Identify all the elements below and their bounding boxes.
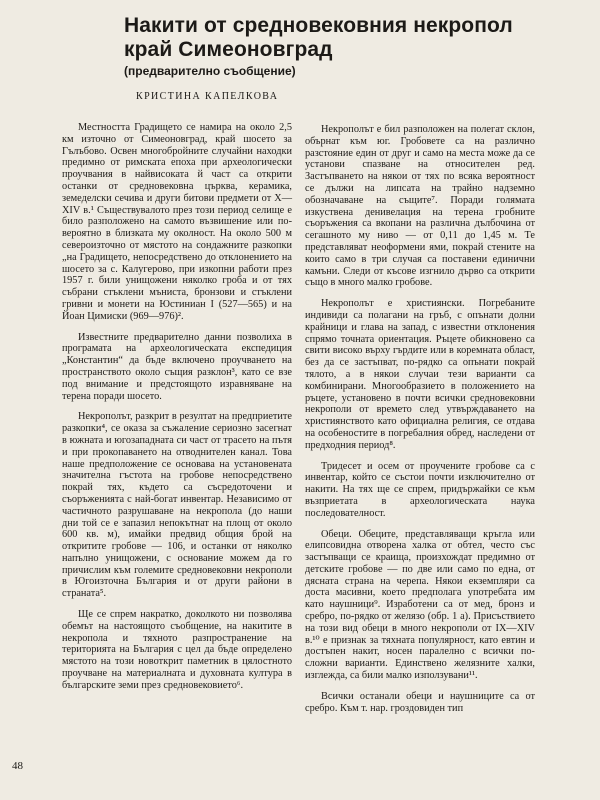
left-column xyxy=(62,122,292,701)
paragraph: Тридесет и осем от проучените гробове са с инвентар, който се състои почти изключително от накити. На тях ще се спрем, придържайки се към възприетата в археологическата наука последователност. xyxy=(305,460,535,519)
paragraph: Некрополът е бил разположен на полегат склон, обърнат към юг. Гробовете са на различно разстояние един от друг и само на места може да се установи спазване на относителен ред. Застъпването на някои от тях по всяка вероятност се дължи на липсата на трайно надземно обозначаване на същите⁷. Поради голямата изкуствена денивелация на терена гробните съоръжения са вкопани на различна дълбочина от сегашното му ниво — от 0,11 до 1,45 м. Те представляват неоформени ями, покрай стените на които само в три случая са поставени единични камъни. Следи от късове изгнило дърво са открити също в много малко гробове. xyxy=(305,124,535,289)
author-name: КРИСТИНА КАПЕЛКОВА xyxy=(136,91,279,102)
paragraph: Некрополът е християнски. Погребаните индивиди са полагани на гръб, с опънати долни крайници и глава на запад, с известни отклонения спрямо точната ориентация. Ръцете обикновено са свити високо върху гърдите или в коремната област, без да се застъпват, по-рядко са опънати покрай тялото, а в някои случаи тези варианти са комбинирани. Многообразието в положението на ръцете, установено в почти всички средновековни некрополи от времето след утвърждаването на християнството като официална религия, се отдава на особеностите в погребалния обред, наследени от предходния период⁸. xyxy=(305,298,535,451)
paragraph: Известните предварително данни позволиха в програмата на археологическата експедиция „Константин“ да бъде включено проучването на пространството около същия разклон³, като се взе под внимание и предстоящото изравняване на терена поради шосето. xyxy=(62,331,292,402)
page-number: 48 xyxy=(12,760,23,772)
article-subtitle: (предварително съобщение) xyxy=(124,64,296,78)
paragraph: Обеци. Обеците, представляващи кръгла или елипсовидна отворена халка от обтел, често със застъпващи се краища, произхождат предимно от детските гробове — по две или само по една, от дясната страна на черепа. Някои екземпляри са доста масивни, което предполага употребата им като наушници⁹. Изработени са от мед, бронз и сребро, по-рядко от желязо (обр. 1 а). Присъствието на този вид обеци в много некрополи от IX—XIV в.¹⁰ е признак за тяхната популярност, като евтин и достъпен накит, носен паралелно с всички по-сложни варианти. Единствено желязните халки, изглежда, са били малко използувани¹¹. xyxy=(305,528,535,682)
title-line-2: край Симеоновград xyxy=(124,38,333,61)
right-column xyxy=(305,124,535,723)
title-line-1: Накити от средновековния некропол xyxy=(124,14,513,37)
paragraph: Всички останали обеци и наушниците са от сребро. Към т. нар. гроздовиден тип xyxy=(305,690,535,714)
paragraph: Местността Градището се намира на около 2,5 км източно от Симеоновград, край шосето за Гълъбово. Освен многобройните случайни находки предимно от римската епоха при археологически проучвания в найвисоката й част са открити останки от средновековна църква, керамика, земеделски сечива и други битови предмети от X—XIV в.¹ Съществувалото през този период селище е било разположено на самото възвишение или по-вероятно в близката му околност. На около 500 м североизточно от мястото на сондажните разкопки „на Градището, непосредствено до отклонението на шосето за с. Калугерово, при изкопни работи през 1957 г. били унищожени няколко гроба и от тях събрани стъклени мъниста, бронзови и стъклени гривни и монети на Юстиниан I (527—565) и на Йоан Цимиски (969—976)². xyxy=(62,122,292,322)
paragraph: Некрополът, разкрит в резултат на предприетите разкопки⁴, се оказа за съжаление сериозно засегнат в южната и югозападната си част от трасето на пътя и при прокопаването на отводнителен канал. Това наше предположение се основава на установената значителна гъстота на гробове непосредствено покрай тях, където са съсредоточени и съоръженията с най-богат инвентар. Независимо от частичното разрушаване на некропола (до наши дни той се е запазил непокътнат на площ от около 600 кв. м), имайки предвид общия брой на откритите гробове — 106, и останки от няколко напълно унищожени, с основание можем да го причислим към големите средновековни некрополи в Югоизточна България и от други райони в страната⁵. xyxy=(62,411,292,600)
paragraph: Ще се спрем накратко, доколкото ни позволява обемът на настоящото съобщение, на накитите в некропола и тяхното разпространение на територията на България с цел да бъде определено мястото на този новоткрит паметник в цялостното проучване на материалната и духовната култура в българските земи през средновековието⁶. xyxy=(62,609,292,691)
article-title xyxy=(124,14,584,62)
